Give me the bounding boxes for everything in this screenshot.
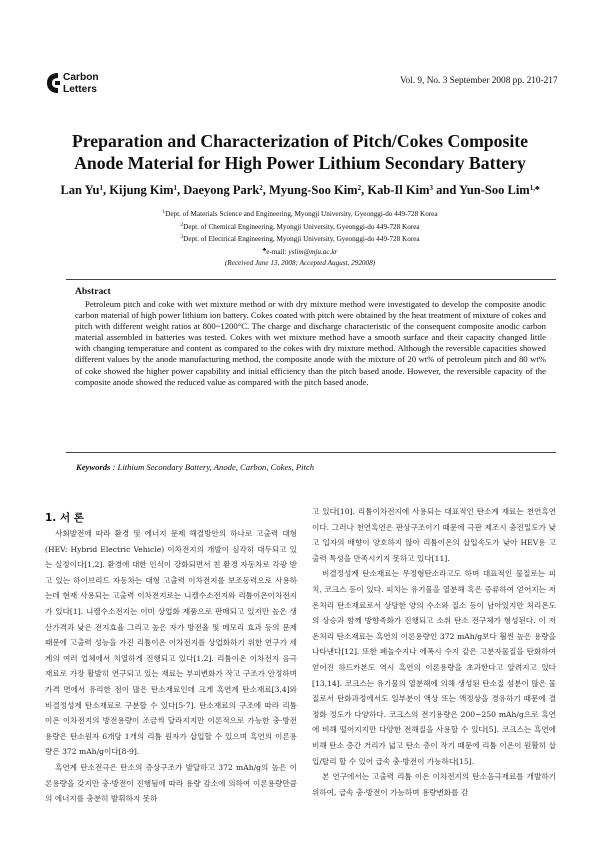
corresponding-mark: ♣ [262, 247, 267, 254]
author-name: Yun-Soo Lim [458, 183, 530, 197]
section-heading-introduction: 1. 서 론 [45, 512, 84, 524]
author-affiliation-mark: 1 [99, 184, 103, 192]
journal-name [63, 72, 99, 96]
affiliation-mark: 2 [180, 221, 184, 228]
body-paragraph: 본 연구에서는 고출력 리튬 이온 이차전지의 탄소음극재료를 개발하기 위하여, 급속 충·방전이 가능하며 용량변화를 감 [312, 772, 556, 797]
carbon-logo-icon [46, 71, 60, 95]
author-separator: , [361, 183, 368, 197]
body-paragraph: 흑연계 탄소전극은 탄소의 층상구조가 발달하고 372 mAh/g의 높은 이론용량을 갖지만 충·방전이 진행됨에 따라 용량 감소에 의하여 이론용량만큼의 에너지를 충분히 발휘하지 못하 [45, 762, 297, 804]
affiliations [40, 207, 560, 269]
paper-title-line1: Preparation and Characterization of Pitch/Cokes Composite [71, 131, 529, 151]
affiliation-line [40, 232, 560, 245]
author-separator: and [433, 183, 459, 197]
body-paragraph: 비결정성계 탄소재료는 무정형탄소라고도 하며 대표적인 물질로는 피치, 코크스 등이 있다. 피치는 유기물을 열분해 혹은 증류하여 얻어지는 저온처리 탄소재료로서 상당한 양의 수소와 질소 등이 남아있지만 처리온도의 상승과 함께 방향족화가 진행되고 소위 탄소 전구체가 형성된다. 이 저온처리 탄소재료는 흑연의 이론용량인 372 mAh/g보다 훨씬 높은 용량을 나타낸다[12]. 또한 폐놀수지나 에폭시 수지 같은 고분자물질을 탄화하여 얻어진 하드카본도 역시 흑연의 이론용량을 초과한다고 알려지고 있다[13,14]. 코크스는 유기물의 열분해에 의해 생성된 탄소질 섬분이 많은 물질로서 탄화과정에서도 일부분이 액상 또는 액정상을 경유하기 때문에 결정화 정도가 다양하다. 코크스의 전기용량은 200~250 mAh/g으로 흑연에 비해 떨어지지만 다양한 전해질을 사용할 수 있다[5]. 코크스는 흑연에 비해 탄소 층간 거리가 넓고 탄소 층이 작기 때문에 리튬 이온이 원활히 삽입/탈리 할 수 있어 급속 충·방전이 가능하다[15]. [312, 569, 556, 766]
author-name: Daeyong Park [183, 183, 260, 197]
email-link[interactable]: yslim@mju.ac.kr [288, 248, 338, 257]
received-dates: (Received June 13, 2008; Accepted August, 292008) [224, 258, 376, 267]
body-column-right [312, 504, 556, 846]
journal-logo [46, 71, 108, 98]
affiliation-mark: 3 [180, 234, 184, 241]
abstract-box [66, 279, 556, 453]
author-separator: , [102, 183, 110, 197]
author-affiliation-mark: 2 [357, 184, 362, 192]
author-affiliation-mark: 3 [429, 184, 434, 192]
affiliation-line [40, 207, 560, 220]
author-name: Kijung Kim [109, 183, 174, 197]
author-name: Kab-Il Kim [367, 183, 430, 197]
author-affiliation-mark: 1 [173, 184, 177, 192]
author-name: Lan Yu [60, 183, 100, 197]
keywords [76, 462, 556, 472]
author-affiliation-mark: 2 [259, 184, 263, 192]
paper-title-line2: Anode Material for High Power Lithium Secondary Battery [74, 153, 526, 173]
paper-title [40, 130, 560, 174]
body-paragraph: 사회발전에 따라 환경 및 에너지 문제 해결방안의 하나로 고출력 대형(HEV: Hybrid Electric Vehicle) 이차전지의 개발이 심각히 대두되고 있는 실정이다[1,2]. 환경에 대한 인식이 강화되면서 친 환경 자동차로 각광 받고 있는 하이브리드 자동차는 대형 고출력 이차전지를 보조동력으로 사용하는데 현재 사용되는 고출력 이차전지로는 니켈수소전지와 리튬이온이차전지가 있다[1]. 니켈수소전지는 이미 상업화 제품으로 판매되고 있지만 높은 생산가격과 낮은 전지효율 그리고 높은 자가 방전율 및 메모리 효과 등의 문제 때문에 고출력 성능을 가진 리튬이온 이차전지를 상업화하기 위한 연구가 세계의 여러 업체에서 치열하게 진행되고 있다[1,2]. 리튬이온 이차전지 음극재료로 가장 활발히 연구되고 있는 재료는 부피변화가 작고 구조가 안정하며 가격 면에서 유리한 점이 많은 탄소재료인데 크게 흑연계 탄소재료[3,4]와 비결정성계 탄소재료로 구분할 수 있다[5-7]. 탄소재료의 구조에 따라 리튬이온 이차전지의 방전용량이 조금씩 달라지지만 이론적으로 가능한 충·방전 용량은 탄소원자 6개당 1개의 리튬 원자가 삽입할 수 있으며 흑연의 이론용량은 372 mAh/g이다[8-9]. [45, 529, 297, 757]
author-separator: , [176, 183, 184, 197]
author-list [40, 183, 560, 198]
keywords-text: : Lithium Secondary Battery, Anode, Carbon, Cokes, Pitch [110, 462, 315, 472]
journal-volume-info: Vol. 9, No. 3 September 2008 pp. 210-217 [400, 76, 558, 86]
author-affiliation-mark: 1,♣ [529, 184, 540, 192]
email-label: e-mail: [266, 248, 289, 257]
author-separator: , [262, 183, 270, 197]
affiliation-text: Dept. of Materials Science and Engineering, Myongji University, Gyeonggi-do 449-728 Korea [165, 210, 438, 218]
affiliation-mark: 1 [162, 209, 166, 215]
body-column-left [45, 526, 297, 846]
affiliation-line [40, 220, 560, 233]
body-paragraph: 고 있다[10]. 리튬이차전지에 사용되는 대표적인 탄소계 재료는 천연흑연이다. 그러나 천연흑연은 판상구조이기 때문에 극판 제조시 충진밀도가 낮고 입자의 배향이 양호하지 않아 리튬이온의 삽입속도가 낮아 HEV용 고출력 특성을 만족시키지 못하고 있다[11]. [312, 507, 556, 563]
affiliation-text: Dept. of Electrical Engineering, Myongji University, Gyeonggi-do 449-728 Korea [183, 235, 420, 244]
abstract-heading: Abstract [75, 286, 111, 297]
author-name: Myung-Soo Kim [269, 183, 358, 197]
affiliation-text: Dept. of Chemical Engineering, Myongji University, Gyeonggi-do 449-728 Korea [183, 222, 420, 231]
corresponding-email [40, 245, 560, 258]
abstract-text: Petroleum pitch and coke with wet mixture method or with dry mixture method were investigated to develop the composite anodic carbon material of high power lithium ion battery. Cokes coated with pitch were obtained by the heat treatment of mixture of cokes and pitch with different weight ratios at 800~1200°C. The charge and discharge characteristic of the consequent composite anodic carbon material assembled in batteries was tested. Cokes with wet mixture method have a smooth surface and their capacity changed little with changing temperature and content as compared to the cokes with dry mixture method. Although the reversible capacities showed different values by the anode manufacturing method, the composite anode with the mixture of 20 wt% of petroleum pitch and 80 wt% of coke showed the higher power capability and initial efficiency than the pitch based anode. However, the reversible capacity of the composite anode showed the reduced value as compared with the pitch based anode. [75, 299, 546, 387]
keywords-label: Keywords [76, 462, 111, 472]
journal-name-line2: Letters [63, 84, 97, 95]
journal-name-line1: Carbon [63, 72, 99, 83]
